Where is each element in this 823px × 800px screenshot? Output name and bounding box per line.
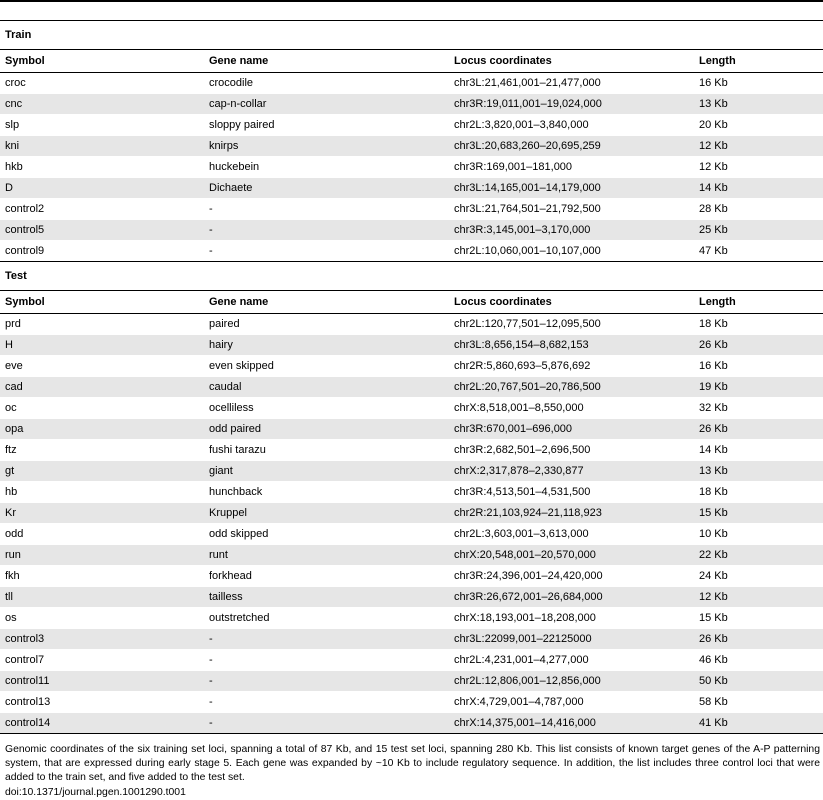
- symbol-cell: Kr: [0, 503, 204, 524]
- table-row: [0, 671, 823, 692]
- locus-coordinates-cell: chr2L:3,820,001–3,840,000: [449, 115, 694, 136]
- gene-name-cell: Kruppel: [204, 503, 449, 524]
- length-cell: 32 Kb: [694, 398, 823, 419]
- symbol-cell: control11: [0, 671, 204, 692]
- locus-coordinates-cell: chrX:2,317,878–2,330,877: [449, 461, 694, 482]
- train-section-label: Train: [0, 21, 823, 50]
- doi-link[interactable]: doi:10.1371/journal.pgen.1001290.t001: [5, 787, 186, 798]
- table-row: [0, 482, 823, 503]
- table-row: [0, 587, 823, 608]
- gene-name-cell: hairy: [204, 335, 449, 356]
- length-cell: 10 Kb: [694, 524, 823, 545]
- table-row: [0, 566, 823, 587]
- length-cell: 14 Kb: [694, 178, 823, 199]
- symbol-cell: opa: [0, 419, 204, 440]
- symbol-cell: kni: [0, 136, 204, 157]
- length-cell: 25 Kb: [694, 220, 823, 241]
- symbol-cell: cnc: [0, 94, 204, 115]
- gene-name-cell: odd paired: [204, 419, 449, 440]
- gene-name-header: Gene name: [204, 50, 449, 73]
- locus-coordinates-cell: chr3R:24,396,001–24,420,000: [449, 566, 694, 587]
- symbol-cell: control3: [0, 629, 204, 650]
- gene-name-cell: runt: [204, 545, 449, 566]
- length-cell: 13 Kb: [694, 461, 823, 482]
- locus-coordinates-cell: chr2L:3,603,001–3,613,000: [449, 524, 694, 545]
- table-caption: Genomic coordinates of the six training set loci, spanning a total of 87 Kb, and 15 test set loci, spanning 280 Kb. This list consists of known target genes of the A-P patterning system, that are expressed during early stage 5. Each gene was expanded by ~10 Kb to include regulatory sequence. In addition, the list includes three control loci that were added to the train set, and five added to the test set.: [5, 744, 820, 783]
- symbol-cell: cad: [0, 377, 204, 398]
- length-cell: 12 Kb: [694, 157, 823, 178]
- locus-coordinates-cell: chr3L:22099,001–22125000: [449, 629, 694, 650]
- table-row: [0, 377, 823, 398]
- table-row: [0, 545, 823, 566]
- length-cell: 26 Kb: [694, 419, 823, 440]
- locus-coordinates-cell: chr3L:21,461,001–21,477,000: [449, 73, 694, 94]
- locus-coordinates-cell: chr3R:19,011,001–19,024,000: [449, 94, 694, 115]
- locus-coordinates-cell: chr3R:26,672,001–26,684,000: [449, 587, 694, 608]
- table-row: [0, 503, 823, 524]
- symbol-cell: eve: [0, 356, 204, 377]
- table-row: [0, 356, 823, 377]
- locus-coordinates-cell: chr3R:4,513,501–4,531,500: [449, 482, 694, 503]
- gene-name-cell: paired: [204, 314, 449, 335]
- gene-name-cell: caudal: [204, 377, 449, 398]
- length-cell: 16 Kb: [694, 356, 823, 377]
- gene-name-cell: -: [204, 692, 449, 713]
- gene-name-cell: even skipped: [204, 356, 449, 377]
- symbol-header: Symbol: [0, 291, 204, 314]
- length-cell: 15 Kb: [694, 608, 823, 629]
- locus-coordinates-cell: chr2L:120,77,501–12,095,500: [449, 314, 694, 335]
- symbol-cell: slp: [0, 115, 204, 136]
- gene-name-cell: tailless: [204, 587, 449, 608]
- length-cell: 26 Kb: [694, 335, 823, 356]
- symbol-cell: os: [0, 608, 204, 629]
- locus-coordinates-header: Locus coordinates: [449, 50, 694, 73]
- locus-coordinates-cell: chr3L:8,656,154–8,682,153: [449, 335, 694, 356]
- table-row: [0, 199, 823, 220]
- symbol-cell: control9: [0, 241, 204, 262]
- table-row: [0, 713, 823, 734]
- symbol-cell: prd: [0, 314, 204, 335]
- length-cell: 46 Kb: [694, 650, 823, 671]
- symbol-cell: ftz: [0, 440, 204, 461]
- length-cell: 24 Kb: [694, 566, 823, 587]
- gene-name-cell: huckebein: [204, 157, 449, 178]
- symbol-cell: oc: [0, 398, 204, 419]
- locus-coordinates-cell: chr3L:20,683,260–20,695,259: [449, 136, 694, 157]
- locus-coordinates-cell: chrX:18,193,001–18,208,000: [449, 608, 694, 629]
- table-row: [0, 115, 823, 136]
- locus-coordinates-cell: chr3L:21,764,501–21,792,500: [449, 199, 694, 220]
- symbol-cell: control5: [0, 220, 204, 241]
- test-column-header-row: [0, 291, 823, 314]
- locus-coordinates-cell: chr2L:20,767,501–20,786,500: [449, 377, 694, 398]
- gene-name-cell: -: [204, 671, 449, 692]
- symbol-cell: control13: [0, 692, 204, 713]
- symbol-cell: tll: [0, 587, 204, 608]
- test-section-label: Test: [0, 262, 823, 291]
- length-cell: 28 Kb: [694, 199, 823, 220]
- length-cell: 50 Kb: [694, 671, 823, 692]
- gene-name-cell: ocelliless: [204, 398, 449, 419]
- length-cell: 26 Kb: [694, 629, 823, 650]
- locus-coordinates-cell: chrX:4,729,001–4,787,000: [449, 692, 694, 713]
- locus-coordinates-cell: chr3R:2,682,501–2,696,500: [449, 440, 694, 461]
- train-section-row: [0, 21, 823, 50]
- symbol-cell: control2: [0, 199, 204, 220]
- gene-name-cell: -: [204, 629, 449, 650]
- locus-coordinates-cell: chrX:14,375,001–14,416,000: [449, 713, 694, 734]
- symbol-cell: H: [0, 335, 204, 356]
- table-row: [0, 136, 823, 157]
- length-cell: 20 Kb: [694, 115, 823, 136]
- gene-name-cell: crocodile: [204, 73, 449, 94]
- table-row: [0, 650, 823, 671]
- symbol-cell: control7: [0, 650, 204, 671]
- gene-name-cell: forkhead: [204, 566, 449, 587]
- table-row: [0, 314, 823, 335]
- length-header: Length: [694, 50, 823, 73]
- gene-name-cell: -: [204, 199, 449, 220]
- gene-name-cell: -: [204, 241, 449, 262]
- table-row: [0, 629, 823, 650]
- table-row: [0, 440, 823, 461]
- locus-coordinates-cell: chr2R:5,860,693–5,876,692: [449, 356, 694, 377]
- gene-name-cell: -: [204, 713, 449, 734]
- symbol-cell: D: [0, 178, 204, 199]
- table-row: [0, 419, 823, 440]
- gene-name-cell: knirps: [204, 136, 449, 157]
- symbol-header: Symbol: [0, 50, 204, 73]
- length-header: Length: [694, 291, 823, 314]
- length-cell: 16 Kb: [694, 73, 823, 94]
- length-cell: 14 Kb: [694, 440, 823, 461]
- gene-name-cell: Dichaete: [204, 178, 449, 199]
- length-cell: 22 Kb: [694, 545, 823, 566]
- locus-coordinates-cell: chr2L:4,231,001–4,277,000: [449, 650, 694, 671]
- locus-coordinates-cell: chr3R:670,001–696,000: [449, 419, 694, 440]
- gene-name-cell: hunchback: [204, 482, 449, 503]
- table-row: [0, 692, 823, 713]
- table-row: [0, 398, 823, 419]
- locus-coordinates-cell: chr3R:3,145,001–3,170,000: [449, 220, 694, 241]
- gene-name-cell: fushi tarazu: [204, 440, 449, 461]
- table-row: [0, 220, 823, 241]
- table-row: [0, 461, 823, 482]
- length-cell: 41 Kb: [694, 713, 823, 734]
- table-row: [0, 241, 823, 262]
- length-cell: 19 Kb: [694, 377, 823, 398]
- length-cell: 15 Kb: [694, 503, 823, 524]
- table-row: [0, 157, 823, 178]
- locus-coordinates-cell: chrX:20,548,001–20,570,000: [449, 545, 694, 566]
- symbol-cell: odd: [0, 524, 204, 545]
- length-cell: 18 Kb: [694, 314, 823, 335]
- length-cell: 47 Kb: [694, 241, 823, 262]
- symbol-cell: control14: [0, 713, 204, 734]
- table-row: [0, 335, 823, 356]
- length-cell: 12 Kb: [694, 587, 823, 608]
- symbol-cell: croc: [0, 73, 204, 94]
- symbol-cell: hb: [0, 482, 204, 503]
- length-cell: 58 Kb: [694, 692, 823, 713]
- gene-name-cell: -: [204, 220, 449, 241]
- symbol-cell: hkb: [0, 157, 204, 178]
- length-cell: 13 Kb: [694, 94, 823, 115]
- gene-loci-table: [0, 21, 823, 734]
- table-body: [0, 21, 823, 734]
- gene-name-cell: odd skipped: [204, 524, 449, 545]
- locus-coordinates-cell: chr2L:12,806,001–12,856,000: [449, 671, 694, 692]
- top-rule: [0, 0, 823, 2]
- gene-name-cell: cap-n-collar: [204, 94, 449, 115]
- locus-coordinates-cell: chr2L:10,060,001–10,107,000: [449, 241, 694, 262]
- gene-name-cell: outstretched: [204, 608, 449, 629]
- locus-coordinates-cell: chr2R:21,103,924–21,118,923: [449, 503, 694, 524]
- gene-name-header: Gene name: [204, 291, 449, 314]
- train-column-header-row: [0, 50, 823, 73]
- table-row: [0, 178, 823, 199]
- locus-coordinates-header: Locus coordinates: [449, 291, 694, 314]
- symbol-cell: run: [0, 545, 204, 566]
- locus-coordinates-cell: chrX:8,518,001–8,550,000: [449, 398, 694, 419]
- gene-name-cell: giant: [204, 461, 449, 482]
- test-section-row: [0, 262, 823, 291]
- symbol-cell: fkh: [0, 566, 204, 587]
- gene-name-cell: -: [204, 650, 449, 671]
- length-cell: 12 Kb: [694, 136, 823, 157]
- locus-coordinates-cell: chr3R:169,001–181,000: [449, 157, 694, 178]
- locus-coordinates-cell: chr3L:14,165,001–14,179,000: [449, 178, 694, 199]
- table-row: [0, 524, 823, 545]
- length-cell: 18 Kb: [694, 482, 823, 503]
- table-row: [0, 94, 823, 115]
- table-row: [0, 608, 823, 629]
- symbol-cell: gt: [0, 461, 204, 482]
- gene-name-cell: sloppy paired: [204, 115, 449, 136]
- table-row: [0, 73, 823, 94]
